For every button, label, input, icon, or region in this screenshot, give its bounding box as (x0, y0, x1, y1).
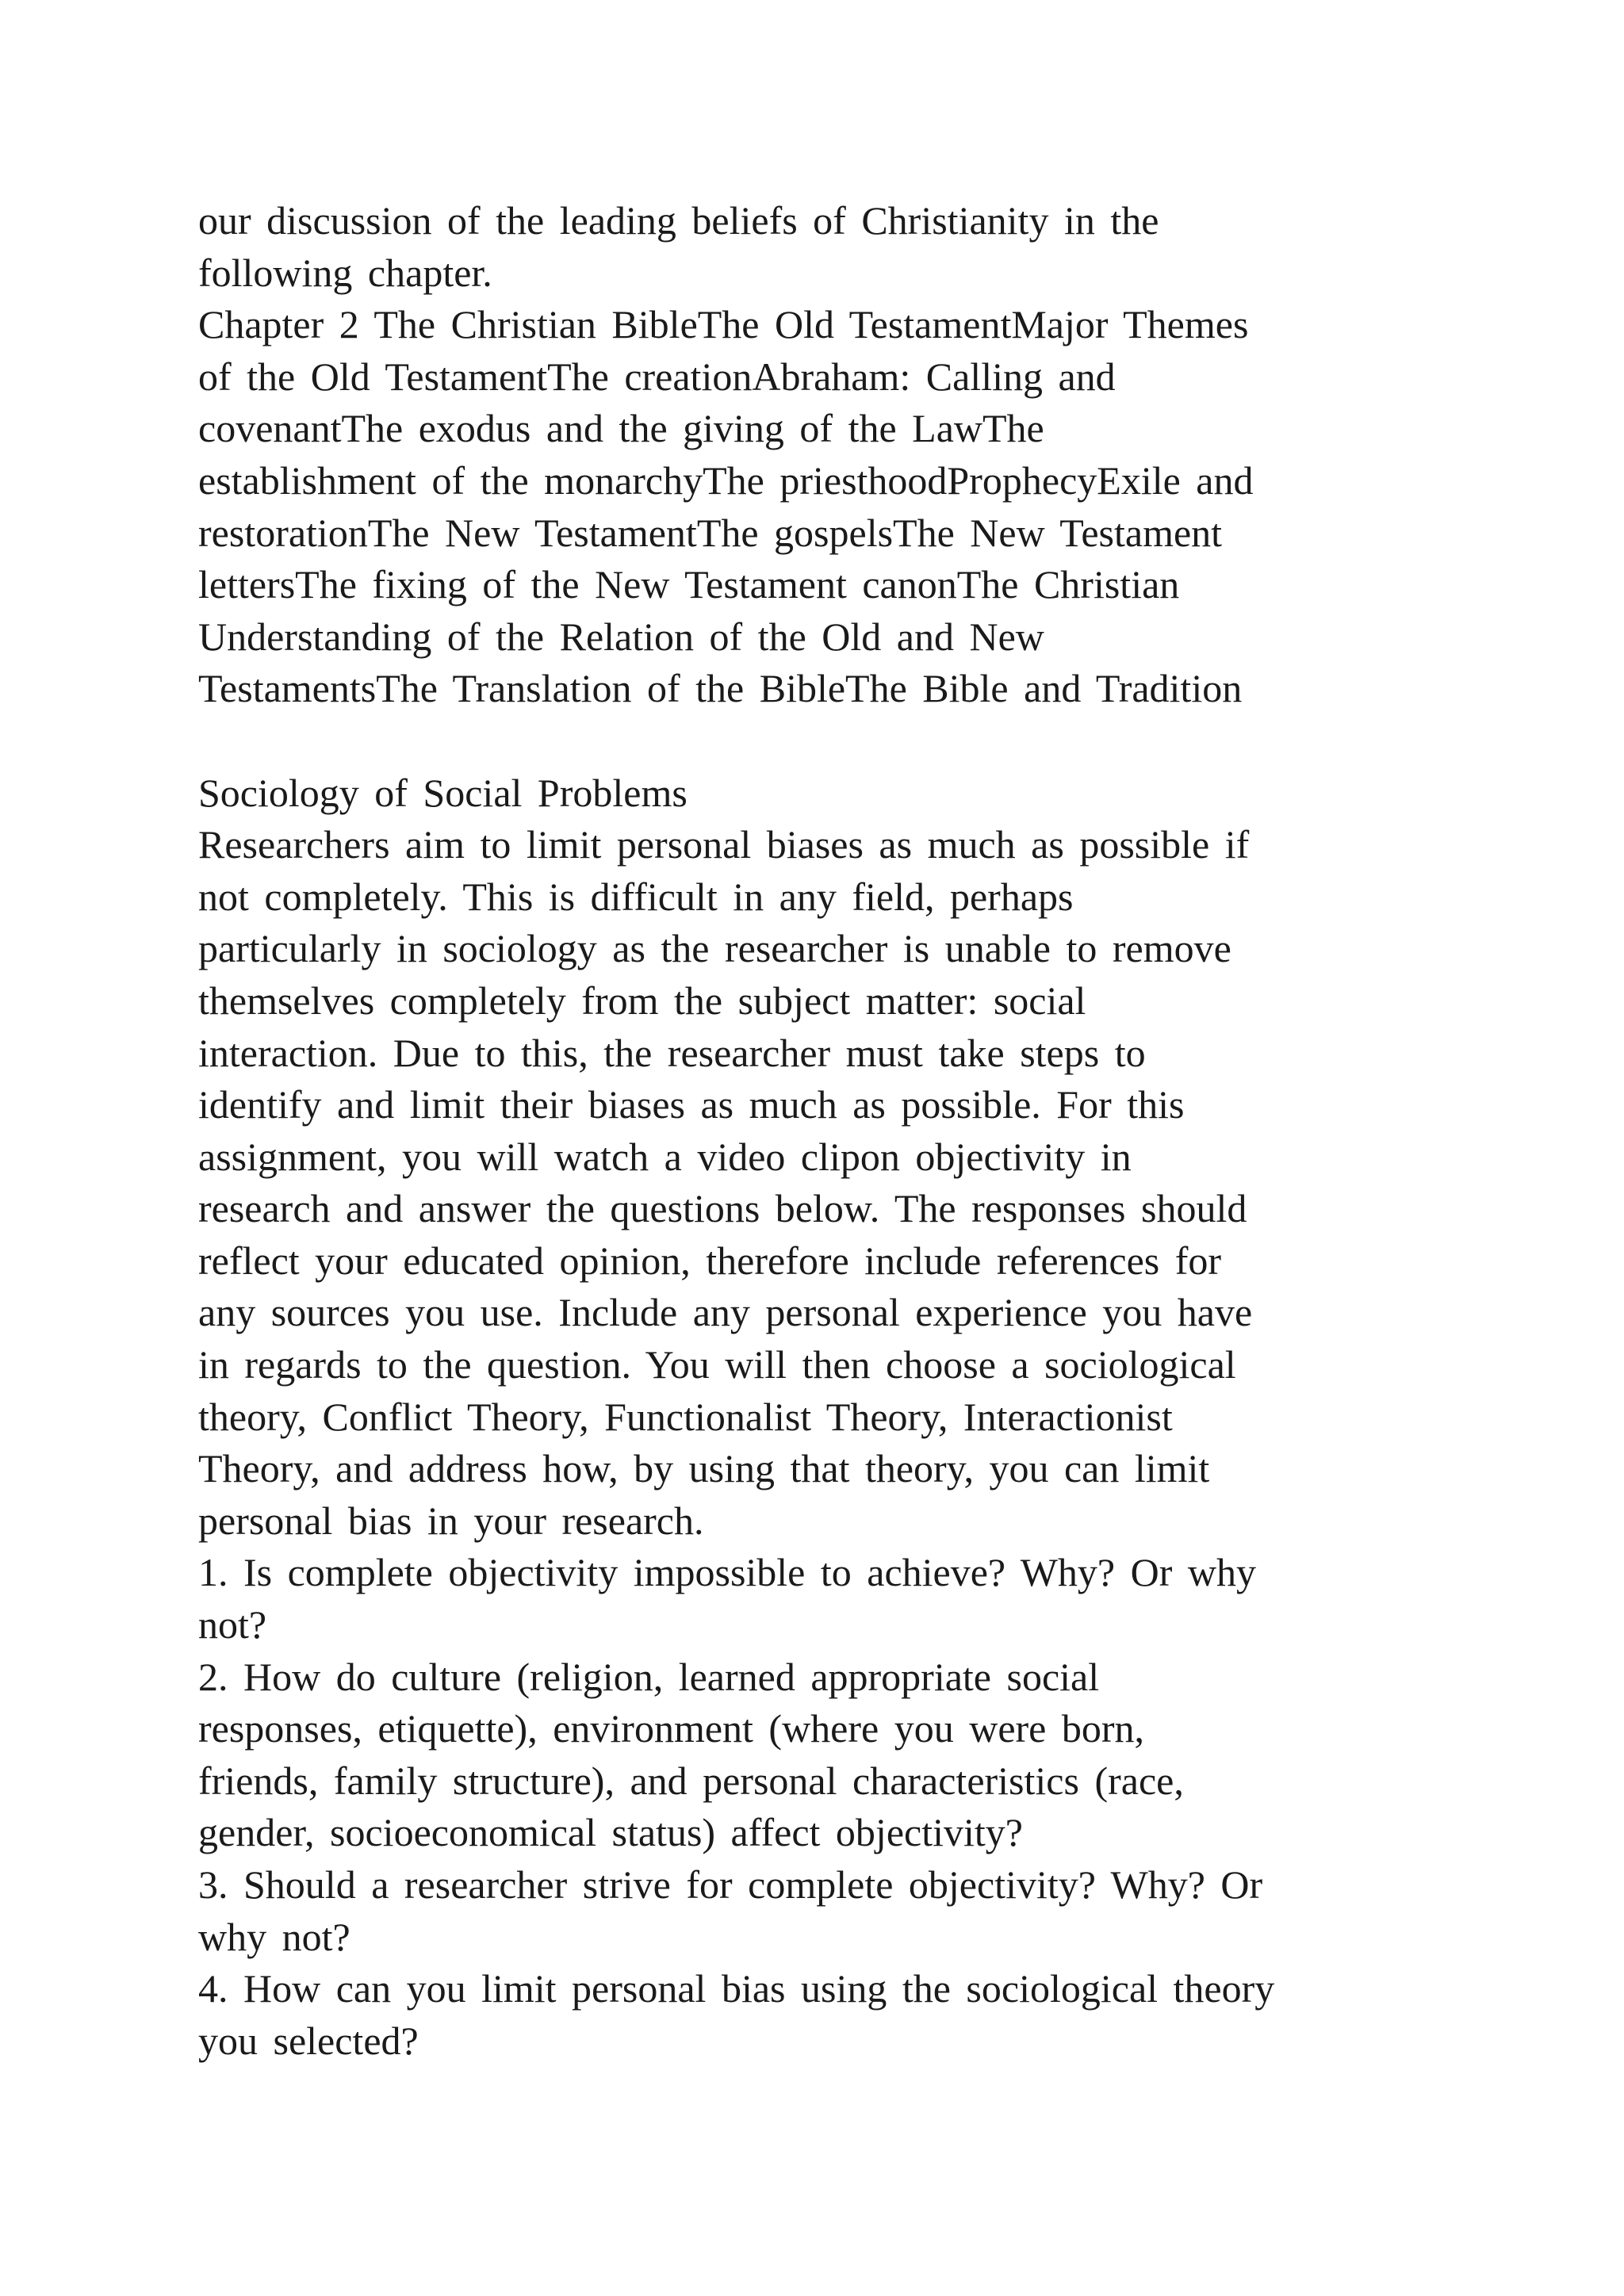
text-line: of the Old TestamentThe creationAbraham: Calling and (198, 354, 1116, 399)
paragraph-gap (198, 715, 1515, 767)
intro-paragraph (198, 195, 1515, 299)
text-line: 1. Is complete objectivity impossible to achieve? Why? Or why (198, 1550, 1256, 1595)
text-line: lettersThe fixing of the New Testament canonThe Christian (198, 562, 1180, 607)
document-page (198, 195, 1515, 2067)
text-line: gender, socioeconomical status) affect objectivity? (198, 1810, 1023, 1855)
text-line: interaction. Due to this, the researcher must take steps to (198, 1030, 1146, 1075)
question-item (198, 1651, 1515, 1859)
question-item (198, 1963, 1515, 2067)
text-line: in regards to the question. You will then choose a sociological (198, 1342, 1236, 1387)
text-line: 3. Should a researcher strive for complete objectivity? Why? Or (198, 1862, 1263, 1907)
text-line: not completely. This is difficult in any field, perhaps (198, 874, 1074, 919)
text-line: identify and limit their biases as much as possible. For this (198, 1082, 1185, 1127)
text-line: assignment, you will watch a video clipon objectivity in (198, 1134, 1132, 1179)
text-line: Theory, and address how, by using that theory, you can limit (198, 1446, 1210, 1491)
text-line: particularly in sociology as the researcher is unable to remove (198, 926, 1231, 971)
text-line: why not? (198, 1914, 350, 1959)
text-line: friends, family structure), and personal characteristics (race, (198, 1758, 1184, 1803)
text-line: our discussion of the leading beliefs of Christianity in the (198, 198, 1159, 243)
question-list (198, 1547, 1515, 2067)
section-title: Sociology of Social Problems (198, 770, 688, 815)
text-line: personal bias in your research. (198, 1498, 704, 1543)
text-line: Researchers aim to limit personal biases as much as possible if (198, 822, 1250, 867)
text-line: Chapter 2 The Christian BibleThe Old TestamentMajor Themes (198, 302, 1249, 347)
text-line: restorationThe New TestamentThe gospelsThe New Testament (198, 510, 1223, 555)
text-line: themselves completely from the subject matter: social (198, 978, 1086, 1023)
text-line: research and answer the questions below. The responses should (198, 1186, 1247, 1231)
text-line: you selected? (198, 2018, 419, 2063)
text-line: not? (198, 1602, 267, 1647)
text-line: 2. How do culture (religion, learned appropriate social (198, 1654, 1100, 1699)
text-line: Understanding of the Relation of the Old and New (198, 614, 1044, 659)
question-item (198, 1547, 1515, 1651)
text-line: reflect your educated opinion, therefore include references for (198, 1238, 1222, 1283)
assignment-paragraph (198, 819, 1515, 1547)
text-line: covenantThe exodus and the giving of the LawThe (198, 406, 1044, 451)
text-line: following chapter. (198, 250, 492, 295)
text-line: any sources you use. Include any personal experience you have (198, 1290, 1253, 1335)
text-line: theory, Conflict Theory, Functionalist Theory, Interactionist (198, 1394, 1173, 1439)
question-item (198, 1859, 1515, 1963)
text-line: TestamentsThe Translation of the BibleThe Bible and Tradition (198, 666, 1243, 711)
text-line: establishment of the monarchyThe priesthoodProphecyExile and (198, 457, 1254, 503)
chapter-contents (198, 299, 1515, 715)
text-line: responses, etiquette), environment (where you were born, (198, 1706, 1145, 1751)
text-line: 4. How can you limit personal bias using the sociological theory (198, 1966, 1275, 2011)
